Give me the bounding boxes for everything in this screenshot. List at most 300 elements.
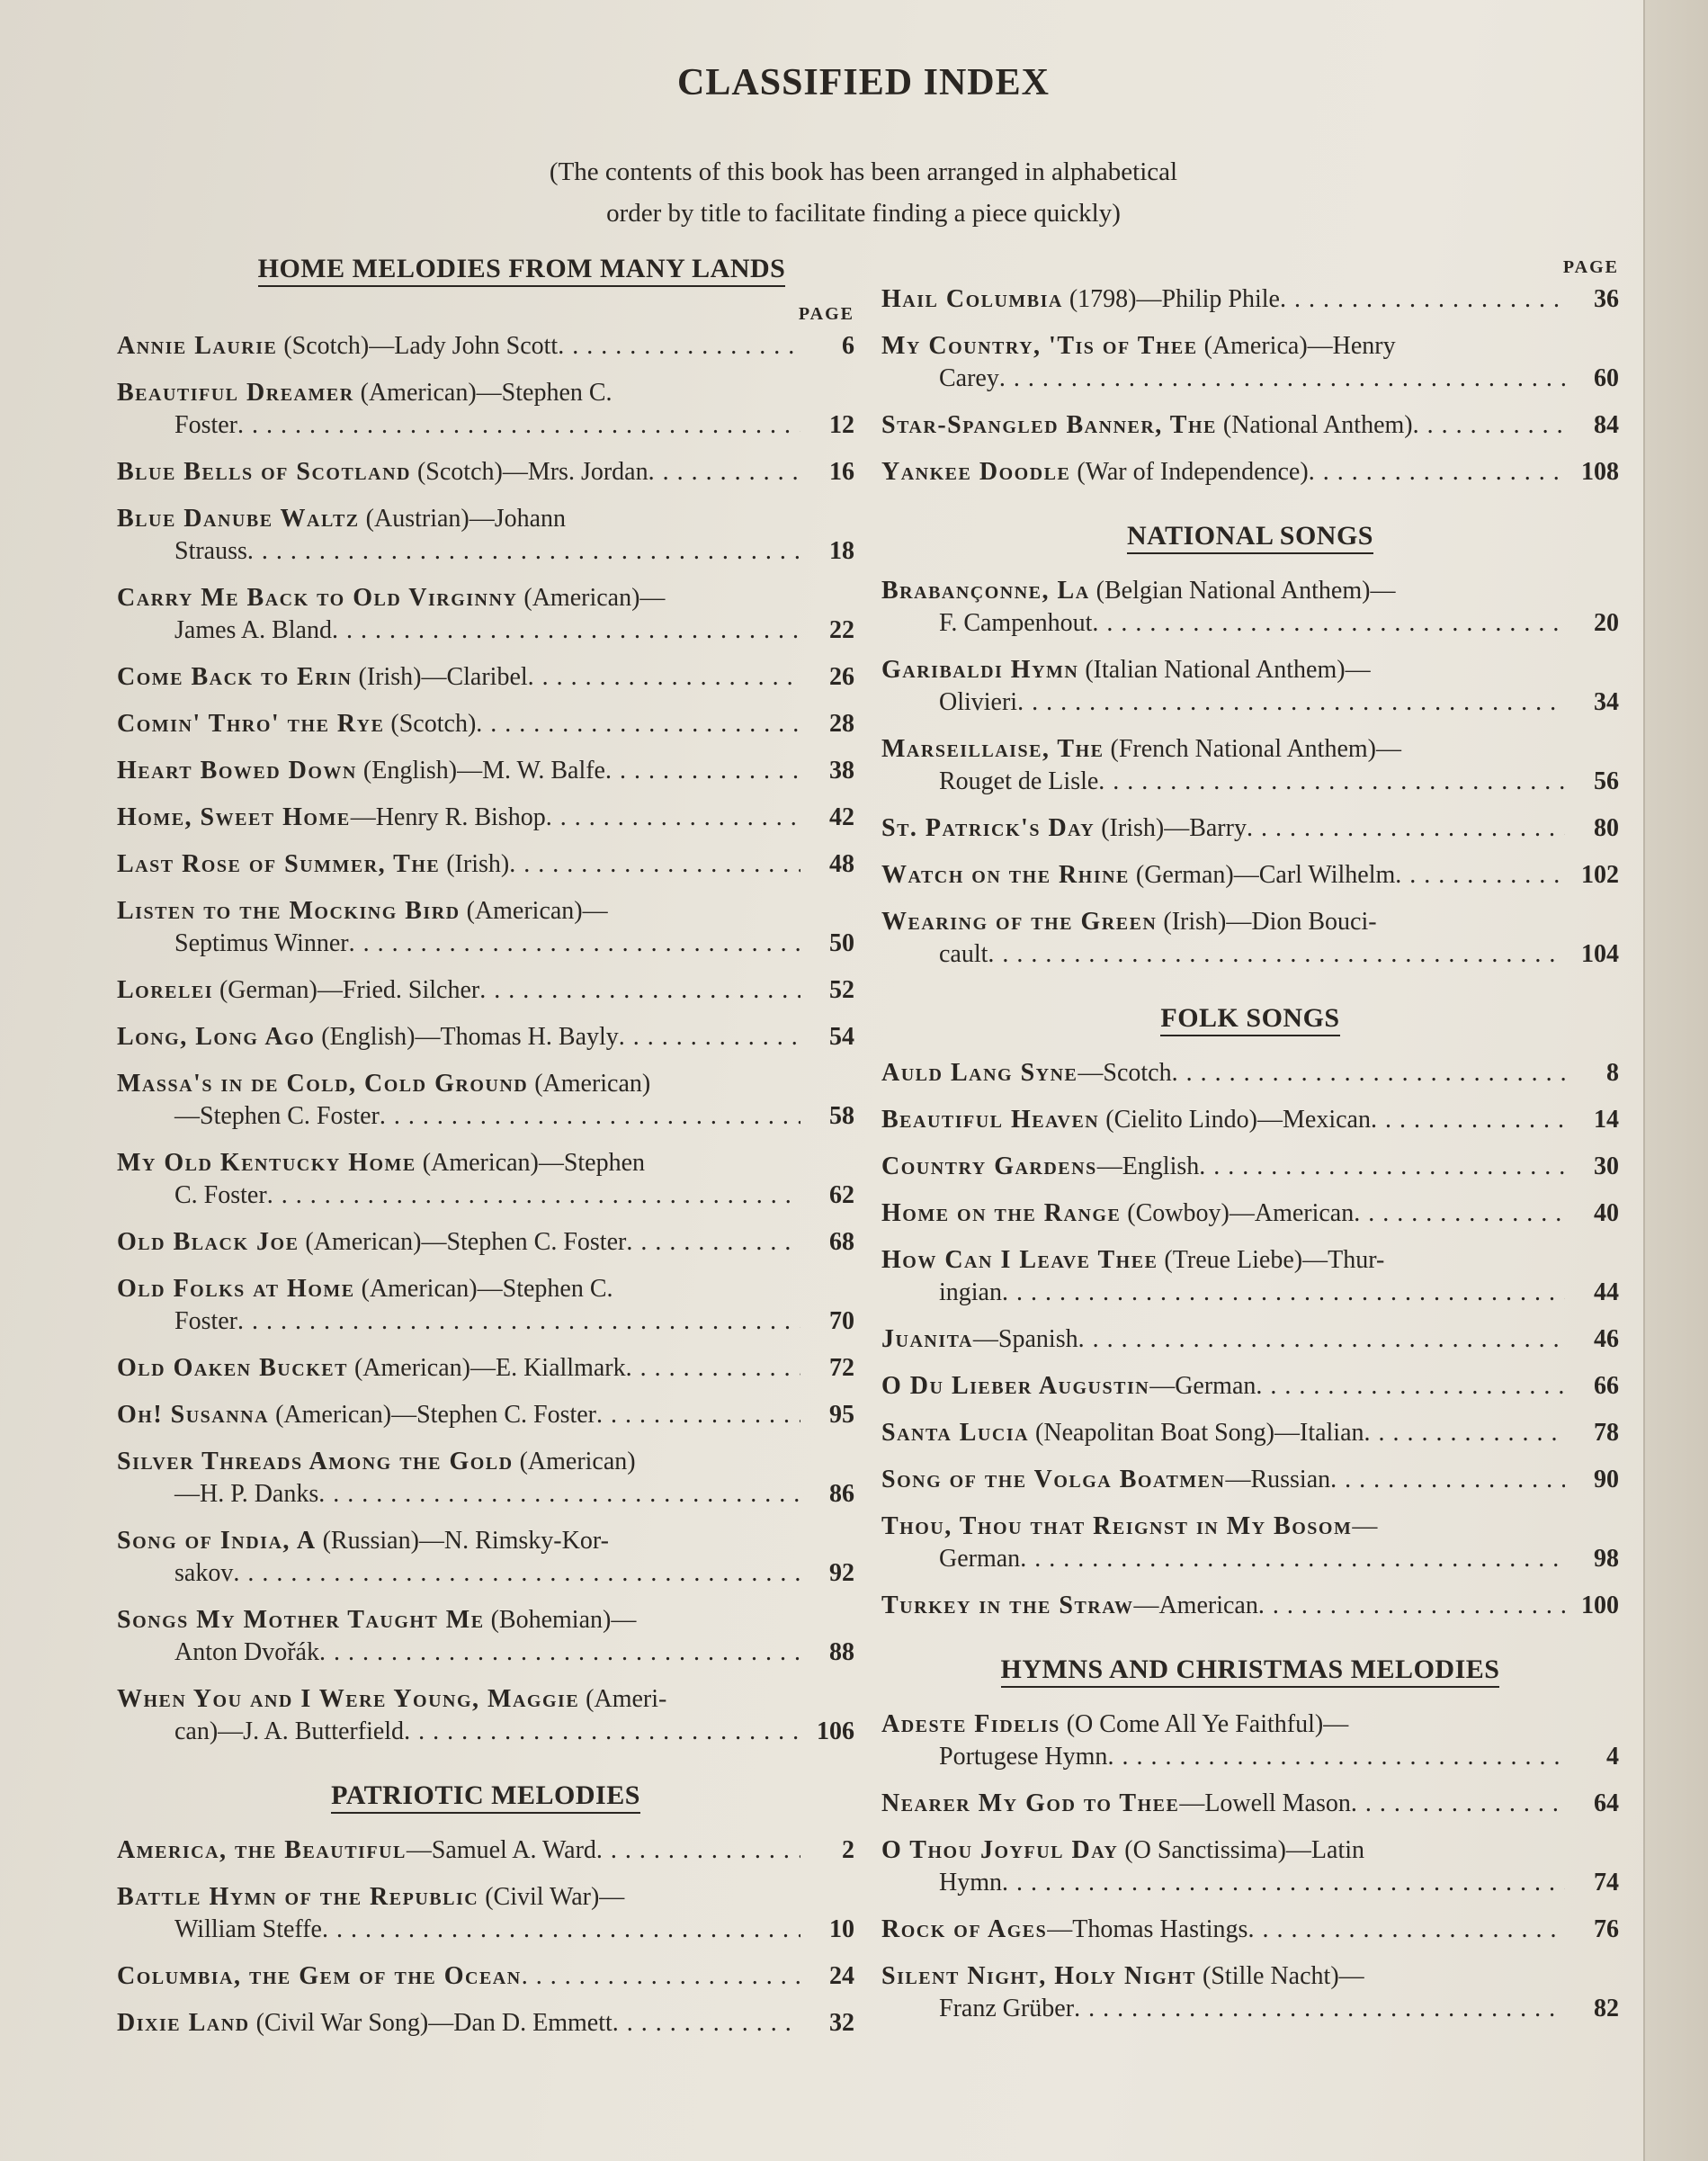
dot-leader	[267, 1179, 800, 1212]
entry-title: Battle Hymn of the Republic	[117, 1883, 479, 1911]
entry-text	[881, 1708, 1565, 1773]
entry-first-line	[117, 1147, 800, 1179]
page-number: 62	[829, 1181, 854, 1209]
section-list-hymns	[881, 1708, 1619, 2025]
entry-first-line	[881, 1464, 1565, 1496]
entry-text	[881, 1104, 1565, 1136]
entry-title: Massa's in de Cold, Cold Ground	[117, 1070, 529, 1098]
entry-detail: (French National Anthem)—	[1104, 735, 1401, 763]
entry-main	[117, 1960, 522, 1993]
section-list-patriotic-right	[881, 283, 1619, 489]
index-entry	[881, 1417, 1619, 1449]
page-number: 64	[1594, 1789, 1619, 1817]
index-entry	[117, 1525, 854, 1590]
entry-detail: (Scotch)—Lady John Scott	[277, 332, 559, 360]
dot-leader	[476, 708, 800, 740]
entry-continuation: Olivieri	[939, 688, 1018, 716]
entry-detail: (War of Independence)	[1070, 458, 1309, 486]
index-entry	[117, 848, 854, 881]
entry-main	[117, 1021, 619, 1054]
index-entry	[117, 377, 854, 442]
entry-title: Heart Bowed Down	[117, 757, 357, 785]
entry-second-line	[881, 686, 1565, 719]
entry-text	[117, 802, 800, 834]
entry-text	[117, 1226, 800, 1259]
index-entry	[117, 974, 854, 1007]
entry-first-line	[117, 661, 800, 694]
index-entry	[881, 1370, 1619, 1403]
entry-first-line	[881, 1914, 1565, 1946]
entry-text	[117, 1683, 800, 1748]
entry-text	[881, 1788, 1565, 1820]
index-entry	[117, 503, 854, 568]
entry-main	[881, 283, 1280, 316]
dot-leader	[247, 535, 800, 568]
entry-detail: (Neapolitan Boat Song)—Italian	[1029, 1419, 1364, 1447]
page-number: 20	[1594, 609, 1619, 637]
entry-title: Rock of Ages	[881, 1915, 1048, 1943]
entry-title: Dixie Land	[117, 2009, 250, 2037]
index-entry	[881, 733, 1619, 798]
page-number: 8	[1606, 1059, 1619, 1087]
page-column-label: PAGE	[1562, 257, 1619, 277]
index-entry	[881, 906, 1619, 971]
entry-title: America, the Beautiful	[117, 1836, 407, 1864]
entry-first-line	[117, 802, 800, 834]
page-number: 34	[1594, 688, 1619, 716]
section-heading-national: NATIONAL SONGS	[881, 521, 1619, 551]
entry-detail: (Ameri-	[579, 1685, 667, 1713]
index-entry	[881, 1788, 1619, 1820]
entry-detail: (Irish)—Dion Bouci-	[1157, 908, 1377, 936]
page-number: 92	[829, 1559, 854, 1587]
dot-leader	[596, 1834, 800, 1867]
entry-detail: (Irish)	[440, 850, 510, 878]
dot-leader	[1330, 1464, 1565, 1496]
entry-text	[117, 974, 800, 1007]
dot-leader	[1078, 1323, 1565, 1356]
entry-text	[117, 1960, 800, 1993]
entry-detail: (American)—Stephen C.	[353, 379, 613, 407]
entry-detail: (German)—Fried. Silcher	[212, 976, 480, 1004]
index-entry	[117, 1604, 854, 1669]
index-entry	[117, 661, 854, 694]
page-number: 100	[1581, 1592, 1619, 1619]
entry-text	[117, 377, 800, 442]
page-number: 74	[1594, 1869, 1619, 1896]
dot-leader	[233, 1557, 800, 1590]
entry-main	[881, 1788, 1351, 1820]
entry-first-line	[117, 848, 800, 881]
entry-main	[117, 2007, 613, 2040]
entry-first-line	[117, 974, 800, 1007]
entry-continuation: Foster	[174, 1307, 237, 1335]
entry-main	[881, 1417, 1364, 1449]
index-entry	[117, 1147, 854, 1212]
entry-title: St. Patrick's Day	[881, 814, 1095, 842]
index-entry	[117, 456, 854, 489]
dot-leader	[1074, 1993, 1565, 2025]
entry-title: Thou, Thou that Reignst in My Bosom	[881, 1512, 1353, 1540]
entry-second-line	[117, 614, 800, 647]
entry-text	[117, 1147, 800, 1212]
entry-first-line	[117, 1021, 800, 1054]
dot-leader	[1247, 812, 1565, 845]
page-number: 48	[829, 850, 854, 878]
page-title: CLASSIFIED INDEX	[677, 62, 1050, 103]
entry-title: Country Gardens	[881, 1152, 1097, 1180]
entry-title: Columbia, the Gem of the Ocean	[117, 1962, 522, 1990]
entry-first-line	[881, 1511, 1565, 1543]
entry-title: Star-Spangled Banner, The	[881, 411, 1217, 439]
entry-text	[881, 1057, 1565, 1089]
entry-text	[881, 1590, 1565, 1622]
entry-text	[881, 1151, 1565, 1183]
dot-leader	[349, 928, 800, 960]
page-number: 2	[842, 1836, 854, 1864]
entry-detail: (American)—Stephen C. Foster	[299, 1228, 627, 1256]
page-number: 76	[1594, 1915, 1619, 1943]
entry-title: Last Rose of Summer, The	[117, 850, 441, 878]
entry-title: Old Black Joe	[117, 1228, 300, 1256]
entry-title: Silent Night, Holy Night	[881, 1962, 1197, 1990]
dot-leader	[1413, 409, 1565, 442]
entry-text	[117, 1399, 800, 1431]
entry-first-line	[881, 906, 1565, 938]
dot-leader	[1280, 283, 1565, 316]
entry-first-line	[117, 503, 800, 535]
dot-leader	[1354, 1197, 1565, 1230]
dot-leader	[322, 1914, 800, 1946]
entry-detail: —Lowell Mason	[1179, 1789, 1351, 1817]
entry-text	[117, 1604, 800, 1669]
entry-detail: —Samuel A. Ward	[406, 1836, 596, 1864]
entry-second-line	[881, 938, 1565, 971]
page-number: 78	[1594, 1419, 1619, 1447]
page-number: 32	[829, 2009, 854, 2037]
entry-text	[117, 456, 800, 489]
entry-detail: (Civil War Song)—Dan D. Emmett	[249, 2009, 613, 2037]
dot-leader	[528, 661, 800, 694]
entry-detail: —Scotch	[1078, 1059, 1172, 1087]
entry-main	[117, 661, 528, 694]
entry-main	[881, 1197, 1354, 1230]
entry-first-line	[881, 733, 1565, 766]
dot-leader	[1247, 1914, 1565, 1946]
entry-detail: —	[1352, 1512, 1378, 1540]
entry-detail: —English	[1096, 1152, 1200, 1180]
entry-second-line	[881, 1741, 1565, 1773]
entry-detail: (Cielito Lindo)—Mexican	[1099, 1106, 1371, 1134]
index-entry	[117, 1683, 854, 1748]
entry-text	[881, 1834, 1565, 1899]
page-number: 36	[1594, 285, 1619, 313]
entry-detail: (American)	[528, 1070, 651, 1098]
entry-continuation: ingian	[939, 1278, 1002, 1306]
section-heading-patriotic: PATRIOTIC MELODIES	[117, 1780, 854, 1811]
index-entry	[881, 859, 1619, 892]
entry-detail: —Spanish	[972, 1325, 1078, 1353]
entry-title: Annie Laurie	[117, 332, 278, 360]
entry-first-line	[117, 1604, 800, 1636]
entry-main	[117, 1226, 626, 1259]
dot-leader	[1020, 1543, 1565, 1575]
page-number: 10	[829, 1915, 854, 1943]
entry-title: Songs My Mother Taught Me	[117, 1606, 485, 1634]
entry-title: Home on the Range	[881, 1199, 1122, 1227]
index-entry	[881, 812, 1619, 845]
page-number: 18	[829, 537, 854, 565]
entry-detail: (American)—	[517, 584, 666, 612]
page-number: 106	[817, 1717, 854, 1745]
section-list-patriotic-left	[117, 1834, 854, 2040]
entry-first-line	[881, 330, 1565, 363]
entry-first-line	[117, 708, 800, 740]
entry-title: Juanita	[881, 1325, 973, 1353]
entry-title: Beautiful Dreamer	[117, 379, 354, 407]
entry-continuation: —Stephen C. Foster	[174, 1102, 380, 1130]
entry-first-line	[881, 409, 1565, 442]
section-list-national	[881, 575, 1619, 971]
entry-first-line	[117, 582, 800, 614]
dot-leader	[319, 1636, 800, 1669]
dot-leader	[988, 938, 1565, 971]
entry-title: O Du Lieber Augustin	[881, 1372, 1150, 1400]
page-number: 84	[1594, 411, 1619, 439]
entry-first-line	[881, 1834, 1565, 1867]
entry-title: Hail Columbia	[881, 285, 1063, 313]
section-heading-folk: FOLK SONGS	[881, 1003, 1619, 1034]
entry-title: Old Folks at Home	[117, 1275, 355, 1303]
index-entry	[881, 1057, 1619, 1089]
entry-text	[881, 283, 1565, 316]
entry-detail: (Russian)—N. Rimsky-Kor-	[316, 1527, 609, 1555]
entry-main	[117, 755, 605, 787]
entry-main	[117, 848, 509, 881]
entry-first-line	[881, 812, 1565, 845]
entry-title: Auld Lang Syne	[881, 1059, 1078, 1087]
index-entry	[117, 582, 854, 647]
entry-title: Watch on the Rhine	[881, 861, 1130, 889]
entry-continuation: William Steffe	[174, 1915, 322, 1943]
index-entry	[117, 1834, 854, 1867]
entry-first-line	[881, 1104, 1565, 1136]
entry-main	[117, 802, 546, 834]
entry-title: Wearing of the Green	[881, 908, 1158, 936]
entry-continuation: German	[939, 1545, 1021, 1573]
entry-text	[117, 582, 800, 647]
entry-main	[117, 456, 648, 489]
dot-leader	[1017, 686, 1565, 719]
entry-title: Yankee Doodle	[881, 458, 1071, 486]
entry-title: Come Back to Erin	[117, 663, 353, 691]
page-number: 86	[829, 1480, 854, 1508]
entry-first-line	[881, 1960, 1565, 1993]
entry-title: Turkey in the Straw	[881, 1592, 1134, 1619]
entry-first-line	[117, 1273, 800, 1305]
page-number: 68	[829, 1228, 854, 1256]
entry-main	[117, 330, 558, 363]
entry-text	[881, 1244, 1565, 1309]
entry-text	[117, 895, 800, 960]
entry-detail: (Belgian National Anthem)—	[1089, 577, 1396, 605]
dot-leader	[237, 409, 800, 442]
dot-leader	[522, 1960, 800, 1993]
index-entry	[881, 1323, 1619, 1356]
entry-detail: (American)—E. Kiallmark	[347, 1354, 626, 1382]
entry-detail: —Russian	[1225, 1466, 1331, 1493]
dot-leader	[546, 802, 800, 834]
entry-text	[117, 503, 800, 568]
entry-continuation: —H. P. Danks	[174, 1480, 319, 1508]
dot-leader	[1395, 859, 1565, 892]
entry-text	[881, 1914, 1565, 1946]
page-edge	[1643, 0, 1708, 2161]
entry-first-line	[881, 654, 1565, 686]
entry-second-line	[117, 1305, 800, 1338]
entry-first-line	[881, 1057, 1565, 1089]
page-number: 58	[829, 1102, 854, 1130]
entry-first-line	[117, 895, 800, 928]
entry-first-line	[117, 1683, 800, 1716]
dot-leader	[619, 1021, 800, 1054]
dot-leader	[1256, 1370, 1565, 1403]
entry-text	[117, 848, 800, 881]
page-number: 4	[1606, 1743, 1619, 1771]
page-number: 46	[1594, 1325, 1619, 1353]
entry-continuation: Franz Grüber	[939, 1995, 1075, 2022]
dot-leader	[1351, 1788, 1565, 1820]
entry-continuation: can)—J. A. Butterfield	[174, 1717, 405, 1745]
entry-continuation: James A. Bland	[174, 616, 332, 644]
entry-text	[881, 330, 1565, 395]
entry-text	[881, 906, 1565, 971]
page-number: 52	[829, 976, 854, 1004]
entry-second-line	[881, 1867, 1565, 1899]
index-entry	[881, 409, 1619, 442]
entry-detail: (German)—Carl Wilhelm	[1129, 861, 1396, 889]
entry-first-line	[117, 330, 800, 363]
entry-continuation: Hymn	[939, 1869, 1002, 1896]
index-entry	[117, 1399, 854, 1431]
entry-text	[881, 812, 1565, 845]
entry-first-line	[881, 1590, 1565, 1622]
page-number: 24	[829, 1962, 854, 1990]
index-entry	[881, 1104, 1619, 1136]
entry-first-line	[881, 1323, 1565, 1356]
entry-text	[117, 1525, 800, 1590]
entry-text	[881, 654, 1565, 719]
page-number: 70	[829, 1307, 854, 1335]
entry-main	[881, 1464, 1330, 1496]
entry-detail: (Italian National Anthem)—	[1078, 656, 1371, 684]
entry-detail: (English)—M. W. Balfe	[356, 757, 605, 785]
page-number: 54	[829, 1023, 854, 1051]
entry-first-line	[881, 1370, 1565, 1403]
entry-text	[117, 661, 800, 694]
dot-leader	[596, 1399, 800, 1431]
dot-leader	[380, 1100, 800, 1133]
entry-main	[881, 1151, 1199, 1183]
dot-leader	[404, 1716, 800, 1748]
entry-main	[881, 1057, 1172, 1089]
entry-second-line	[117, 1557, 800, 1590]
dot-leader	[1309, 456, 1565, 489]
entry-first-line	[881, 456, 1565, 489]
entry-text	[117, 330, 800, 363]
entry-continuation: cault	[939, 940, 988, 968]
entry-second-line	[117, 1914, 800, 1946]
entry-text	[881, 456, 1565, 489]
entry-second-line	[117, 409, 800, 442]
entry-text	[881, 1197, 1565, 1230]
entry-title: Silver Threads Among the Gold	[117, 1448, 514, 1475]
entry-first-line	[117, 2007, 800, 2040]
entry-title: Blue Danube Waltz	[117, 505, 360, 533]
entry-detail: (American)	[513, 1448, 636, 1475]
page-number: 38	[829, 757, 854, 785]
section-list-folk	[881, 1057, 1619, 1622]
entry-detail: (English)—Thomas H. Bayly	[315, 1023, 619, 1051]
entry-title: O Thou Joyful Day	[881, 1836, 1119, 1864]
page-number: 98	[1594, 1545, 1619, 1573]
entry-title: Oh! Susanna	[117, 1401, 270, 1429]
dot-leader	[999, 363, 1565, 395]
entry-second-line	[881, 766, 1565, 798]
entry-detail: (1798)—Philip Phile	[1062, 285, 1280, 313]
entry-second-line	[117, 535, 800, 568]
entry-title: My Old Kentucky Home	[117, 1149, 416, 1177]
page-number: 6	[842, 332, 854, 360]
entry-text	[881, 733, 1565, 798]
page-subtitle	[432, 151, 1295, 234]
dot-leader	[1199, 1151, 1565, 1183]
entry-text	[117, 1273, 800, 1338]
entry-main	[881, 1370, 1256, 1403]
dot-leader	[1172, 1057, 1565, 1089]
page-number: 26	[829, 663, 854, 691]
entry-detail: (O Sanctissima)—Latin	[1118, 1836, 1365, 1864]
entry-first-line	[117, 1446, 800, 1478]
entry-second-line	[117, 1478, 800, 1511]
page-number: 95	[829, 1401, 854, 1429]
entry-detail: (Treue Liebe)—Thur-	[1158, 1246, 1385, 1274]
dot-leader	[626, 1352, 800, 1385]
entry-main	[117, 1352, 626, 1385]
page-number: 108	[1581, 458, 1619, 486]
entry-first-line	[881, 859, 1565, 892]
entry-title: Blue Bells of Scotland	[117, 458, 411, 486]
dot-leader	[479, 974, 800, 1007]
entry-detail: —Thomas Hastings	[1047, 1915, 1248, 1943]
entry-main	[117, 974, 479, 1007]
entry-detail: —German	[1149, 1372, 1256, 1400]
index-entry	[881, 1464, 1619, 1496]
page-number: 88	[829, 1638, 854, 1666]
index-entry	[117, 1273, 854, 1338]
entry-first-line	[881, 1708, 1565, 1741]
index-entry	[117, 1068, 854, 1133]
dot-leader	[558, 330, 800, 363]
entry-first-line	[117, 1352, 800, 1385]
subtitle-line: order by title to facilitate finding a piece quickly)	[606, 199, 1121, 228]
entry-detail: (Cowboy)—American	[1121, 1199, 1355, 1227]
entry-continuation: Rouget de Lisle	[939, 767, 1099, 795]
dot-leader	[1098, 766, 1565, 798]
index-entry	[881, 1960, 1619, 2025]
entry-text	[881, 1464, 1565, 1496]
index-entry	[881, 1151, 1619, 1183]
